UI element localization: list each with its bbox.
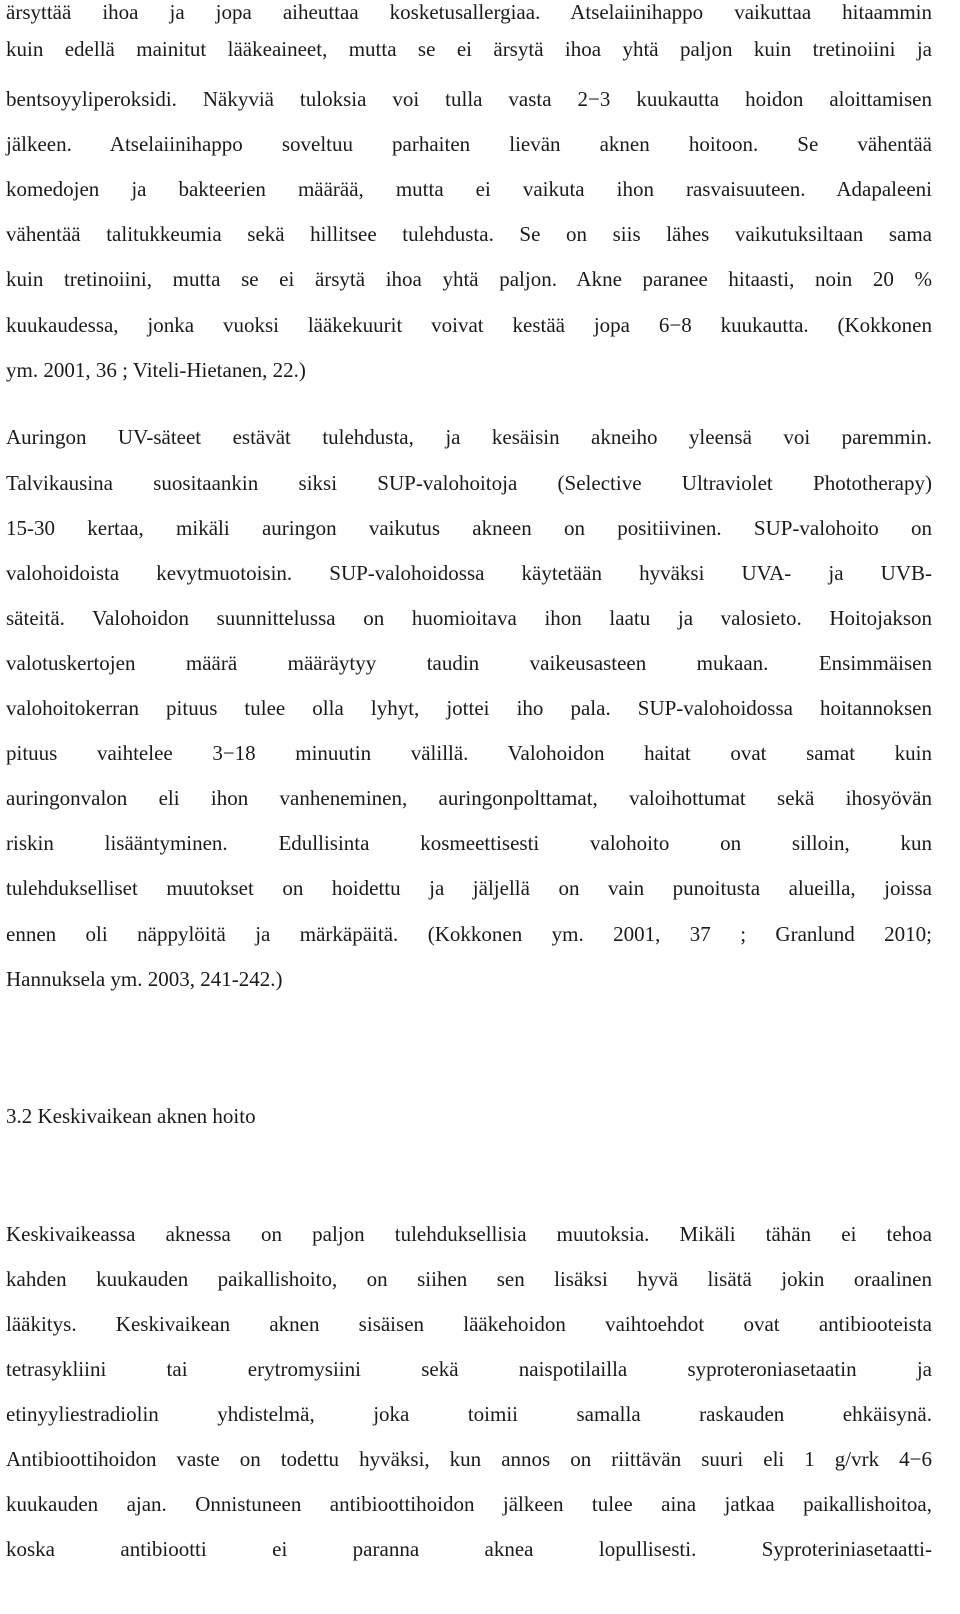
text-line: Hannuksela ym. 2003, 241-242.) [6,967,283,991]
text-line: Antibioottihoidon vaste on todettu hyväksi, kun annos on riittävän suuri eli 1 g/vrk 4−6 [6,1447,932,1471]
text-line: valohoidoista kevytmuotoisin. SUP-valohoidossa käytetään hyväksi UVA- ja UVB- [6,561,932,585]
text-line: etinyyliestradiolin yhdistelmä, joka toimii samalla raskauden ehkäisynä. [6,1402,932,1426]
text-line: kuukaudessa, jonka vuoksi lääkekuurit voivat kestää jopa 6−8 kuukautta. (Kokkonen [6,313,932,337]
text-line: Auringon UV-säteet estävät tulehdusta, ja kesäisin akneiho yleensä voi paremmin. [6,425,932,449]
text-line: tetrasykliini tai erytromysiini sekä naispotilailla syproteroniasetaatin ja [6,1357,932,1381]
text-line: ennen oli näppylöitä ja märkäpäitä. (Kokkonen ym. 2001, 37 ; Granlund 2010; [6,922,932,946]
text-line: pituus vaihtelee 3−18 minuutin välillä. Valohoidon haitat ovat samat kuin [6,741,932,765]
text-line: kahden kuukauden paikallishoito, on siihen sen lisäksi hyvä lisätä jokin oraalinen [6,1267,932,1291]
text-line: bentsoyyliperoksidi. Näkyviä tuloksia voi tulla vasta 2−3 kuukautta hoidon aloittamisen [6,87,932,111]
text-line: valotuskertojen määrä määräytyy taudin vaikeusasteen mukaan. Ensimmäisen [6,651,932,675]
text-line: säteitä. Valohoidon suunnittelussa on huomioitava ihon laatu ja valosieto. Hoitojakson [6,606,932,630]
text-line: tulehdukselliset muutokset on hoidettu ja jäljellä on vain punoitusta alueilla, joissa [6,876,932,900]
text-line: koska antibiootti ei paranna aknea lopullisesti. Syproteriniasetaatti- [6,1537,932,1561]
text-line: 15-30 kertaa, mikäli auringon vaikutus akneen on positiivinen. SUP-valohoito on [6,516,932,540]
text-line: komedojen ja bakteerien määrää, mutta ei vaikuta ihon rasvaisuuteen. Adapaleeni [6,177,932,201]
section-heading: 3.2 Keskivaikean aknen hoito [6,1104,256,1128]
text-line: ärsyttää ihoa ja jopa aiheuttaa kosketusallergiaa. Atselaiinihappo vaikuttaa hitaammin [6,0,932,24]
text-line: Talvikausina suositaankin siksi SUP-valohoitoja (Selective Ultraviolet Phototherapy) [6,471,932,495]
text-line: auringonvalon eli ihon vanheneminen, auringonpolttamat, valoihottumat sekä ihosyövän [6,786,932,810]
text-line: lääkitys. Keskivaikean aknen sisäisen lääkehoidon vaihtoehdot ovat antibiooteista [6,1312,932,1336]
text-line: jälkeen. Atselaiinihappo soveltuu parhaiten lievän aknen hoitoon. Se vähentää [6,132,932,156]
text-line: ym. 2001, 36 ; Viteli-Hietanen, 22.) [6,358,306,382]
text-line: valohoitokerran pituus tulee olla lyhyt, jottei iho pala. SUP-valohoidossa hoitannoksen [6,696,932,720]
text-line: vähentää talitukkeumia sekä hillitsee tulehdusta. Se on siis lähes vaikutuksiltaan sama [6,222,932,246]
text-line: kuin tretinoiini, mutta se ei ärsytä ihoa yhtä paljon. Akne paranee hitaasti, noin 20 % [6,267,932,291]
text-line: kuin edellä mainitut lääkeaineet, mutta se ei ärsytä ihoa yhtä paljon kuin tretinoiini ja [6,37,932,61]
text-line: riskin lisääntyminen. Edullisinta kosmeettisesti valohoito on silloin, kun [6,831,932,855]
text-line: kuukauden ajan. Onnistuneen antibioottihoidon jälkeen tulee aina jatkaa paikallishoitoa, [6,1492,932,1516]
text-line: Keskivaikeassa aknessa on paljon tulehduksellisia muutoksia. Mikäli tähän ei tehoa [6,1222,932,1246]
